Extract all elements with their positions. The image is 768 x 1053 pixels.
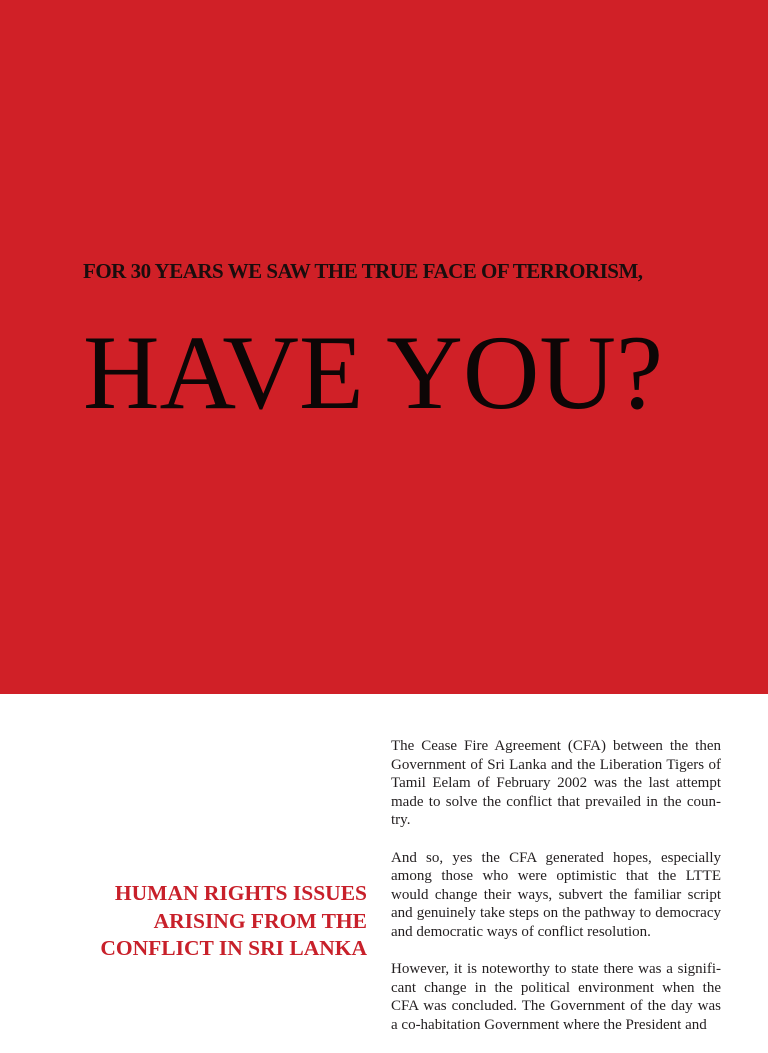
body-paragraph: However, it is noteworthy to state there was a significant change in the political environment when the CFA was concluded. The Government of the day was a co-habitation Government where the President and xyxy=(391,961,721,1033)
section-title-line: ARISING FROM THE xyxy=(153,908,367,933)
body-text-column xyxy=(391,737,721,1053)
banner-kicker: FOR 30 YEARS WE SAW THE TRUE FACE OF TERRORISM, xyxy=(83,259,643,283)
body-paragraph: And so, yes the CFA generated hopes, especially among those who were optimistic that the LTTE would change their ways, subvert the familiar script and genuinely take steps on the pathway to democracy and democratic ways of conflict resolution. xyxy=(391,849,721,940)
body-paragraph: The Cease Fire Agreement (CFA) between the then Government of Sri Lanka and the Liberation Tigers of Tamil Eelam of February 2002 was the last attempt made to solve the conflict that prevailed in the country. xyxy=(391,738,721,829)
section-title-line: HUMAN RIGHTS ISSUES xyxy=(114,881,367,905)
section-title xyxy=(47,880,367,963)
section-title-line: CONFLICT IN SRI LANKA xyxy=(100,936,367,960)
banner-headline: HAVE YOU? xyxy=(83,314,663,431)
